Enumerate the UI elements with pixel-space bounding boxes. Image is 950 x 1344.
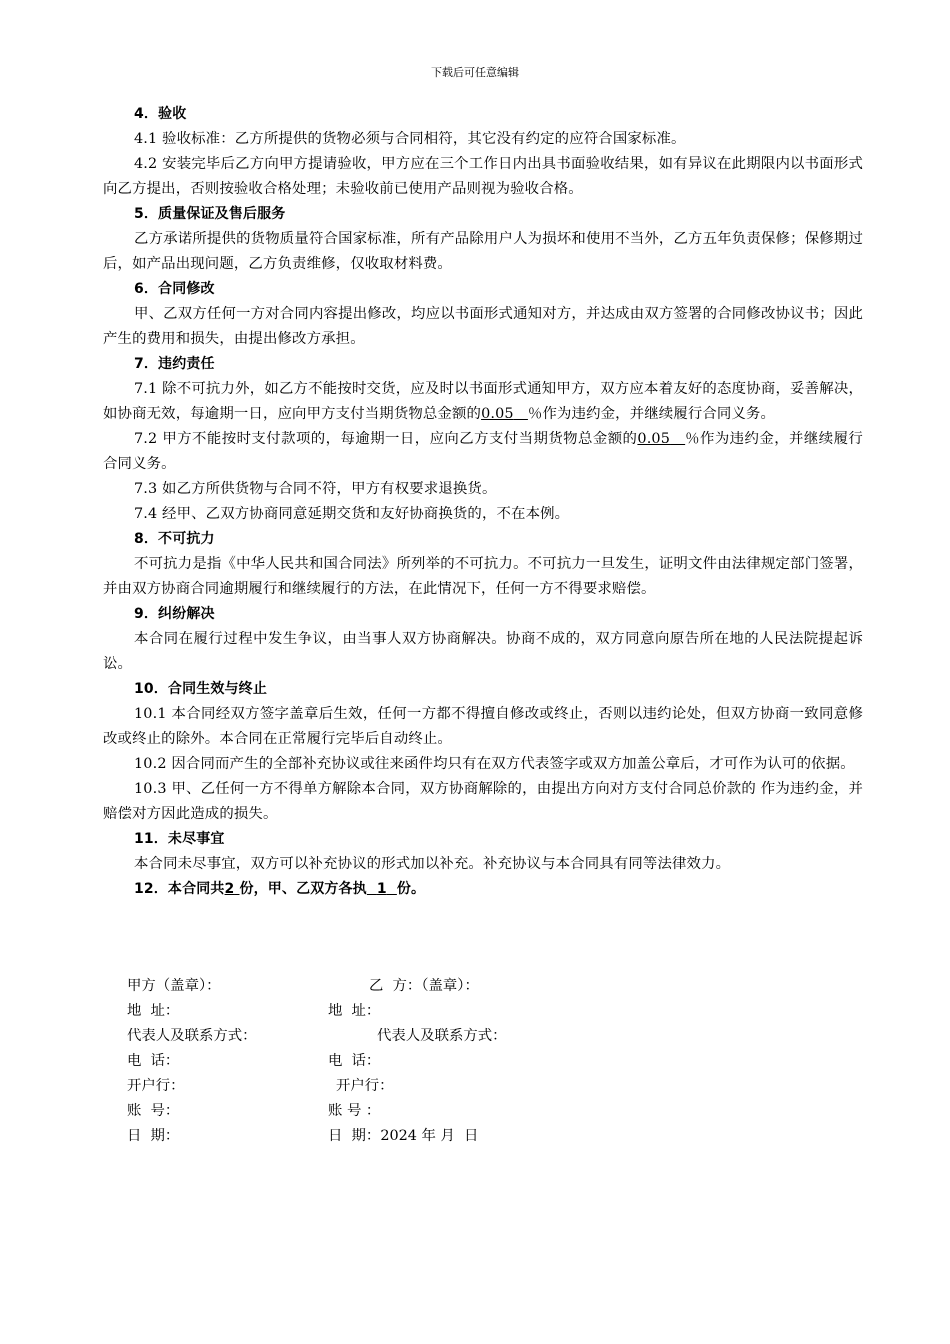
- section-10-1: 10.1 本合同经双方签字盖章后生效，任何一方都不得擅自修改或终止，否则以违约论处，但双方协商一致同意修改或终止的除外。本合同在正常履行完毕后自动终止。: [103, 706, 863, 747]
- party-a-bank: 开户行：: [127, 1078, 185, 1094]
- section-4-title: 4．验收: [134, 106, 187, 122]
- party-b-address: 地 址：: [328, 1003, 381, 1019]
- section-7-2-text-b: ％作为违约金，并继续履行合同义务。: [103, 431, 863, 472]
- page-header: 下载后可任意编辑: [431, 66, 519, 79]
- party-b-date: 日 期：2024 年 月 日: [328, 1128, 479, 1144]
- contract-body: [103, 102, 863, 902]
- party-a-address: 地 址：: [127, 1003, 180, 1019]
- section-5-title: 5．质量保证及售后服务: [134, 206, 286, 222]
- section-7-1: [103, 377, 863, 427]
- section-9-body: 本合同在履行过程中发生争议，由当事人双方协商解决。协商不成的，双方同意向原告所在地的人民法院提起诉讼。: [103, 631, 863, 672]
- penalty-rate-7-1: 0.05: [481, 406, 514, 422]
- penalty-rate-7-2: 0.05: [637, 431, 671, 447]
- section-12-text-b: 份，甲、乙双方各执: [239, 881, 367, 897]
- section-7-2: [103, 427, 863, 477]
- party-a-phone: 电 话：: [127, 1053, 180, 1069]
- section-6-title: 6．合同修改: [134, 281, 215, 297]
- section-4-2: 4.2 安装完毕后乙方向甲方提请验收，甲方应在三个工作日内出具书面验收结果，如有异议在此期限内以书面形式向乙方提出，否则按验收合格处理；未验收前已使用产品则视为验收合格。: [103, 156, 863, 197]
- copies-total: 2: [224, 881, 235, 897]
- section-12-text-c: 份。: [396, 881, 426, 897]
- party-a-date: 日 期：: [127, 1128, 180, 1144]
- party-a-account: 账 号：: [127, 1103, 180, 1119]
- section-11-title: 11．未尽事宜: [134, 831, 225, 847]
- section-7-1-text-a: 7.1 除不可抗力外，如乙方不能按时交货，应及时以书面形式通知甲方，双方应本着友好的态度协商，妥善解决，如协商无效，每逾期一日，应向甲方支付当期货物总金额的: [103, 381, 863, 422]
- section-7-title: 7．违约责任: [134, 356, 215, 372]
- party-b-bank: 开户行：: [336, 1078, 394, 1094]
- section-6-body: 甲、乙双方任何一方对合同内容提出修改，均应以书面形式通知对方，并达成由双方签署的合同修改协议书；因此产生的费用和损失，由提出修改方承担。: [103, 306, 863, 347]
- section-12: [103, 877, 863, 902]
- party-a-seal: 甲方（盖章）：: [127, 978, 221, 994]
- section-12-text-a: 12．本合同共: [134, 881, 225, 897]
- section-7-1-text-b: ％作为违约金，并继续履行合同义务。: [527, 406, 776, 422]
- party-b-phone: 电 话：: [328, 1053, 381, 1069]
- section-8-title: 8．不可抗力: [134, 531, 215, 547]
- section-7-3: 7.3 如乙方所供货物与合同不符，甲方有权要求退换货。: [134, 481, 497, 497]
- section-10-2: 10.2 因合同而产生的全部补充协议或往来函件均只有在双方代表签字或双方加盖公章后，才可作为认可的依据。: [134, 756, 855, 772]
- section-7-2-text-a: 7.2 甲方不能按时支付款项的，每逾期一日，应向乙方支付当期货物总金额的: [134, 431, 638, 447]
- section-4-1: 4.1 验收标准：乙方所提供的货物必须与合同相符，其它没有约定的应符合国家标准。: [134, 131, 686, 147]
- party-b-seal: 乙 方：（盖章）：: [369, 978, 479, 994]
- party-b-account: 账 号 ：: [328, 1103, 381, 1119]
- party-b-rep: 代表人及联系方式：: [377, 1028, 507, 1044]
- section-9-title: 9．纠纷解决: [134, 606, 215, 622]
- section-8-body: 不可抗力是指《中华人民共和国合同法》所列举的不可抗力。不可抗力一旦发生，证明文件由法律规定部门签署，并由双方协商合同逾期履行和继续履行的方法，在此情况下，任何一方不得要求赔偿。: [103, 556, 863, 597]
- section-7-4: 7.4 经甲、乙双方协商同意延期交货和友好协商换货的，不在本例。: [134, 506, 570, 522]
- section-10-3: 10.3 甲、乙任何一方不得单方解除本合同，双方协商解除的，由提出方向对方支付合同总价款的 作为违约金，并赔偿对方因此造成的损失。: [103, 781, 863, 822]
- party-a-rep: 代表人及联系方式：: [127, 1028, 257, 1044]
- section-5-body: 乙方承诺所提供的货物质量符合国家标准，所有产品除用户人为损坏和使用不当外，乙方五年负责保修；保修期过后，如产品出现问题，乙方负责维修，仅收取材料费。: [103, 231, 863, 272]
- section-11-body: 本合同未尽事宜，双方可以补充协议的形式加以补充。补充协议与本合同具有同等法律效力。: [134, 856, 731, 872]
- section-10-title: 10．合同生效与终止: [134, 681, 267, 697]
- copies-each: 1: [376, 881, 387, 897]
